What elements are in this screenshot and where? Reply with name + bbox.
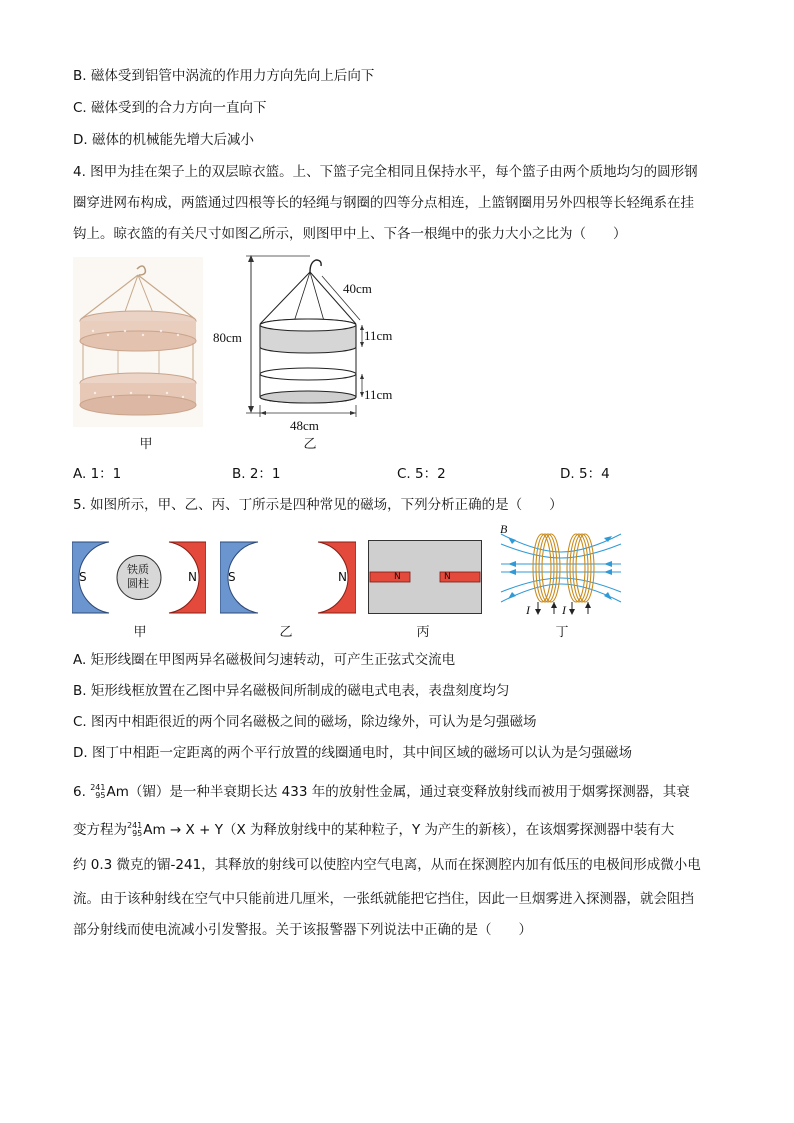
q3-option-c: C. 磁体受到的合力方向一直向下 — [73, 100, 267, 116]
magnet-field-bing — [368, 540, 482, 614]
coil-field-ding — [496, 522, 626, 617]
current-i-label-right: I — [562, 603, 566, 617]
q5-option-b: B. 矩形线框放置在乙图中异名磁极间所制成的磁电式电表，表盘刻度均匀 — [73, 683, 510, 699]
decay-equation: Am → X + Y — [143, 822, 223, 838]
q5-option-c: C. 图丙中相距很近的两个同名磁极之间的磁场，除边缘外，可认为是匀强磁场 — [73, 714, 537, 730]
dim-11cm-lower: 11cm — [364, 387, 393, 402]
q6-line5: 部分射线而使电流减小引发警报。关于该报警器下列说法中正确的是（ ） — [73, 922, 532, 938]
am-mass-number: 241 — [90, 783, 106, 792]
q4-stem-line1: 4. 图甲为挂在架子上的双层晾衣篮。上、下篮子完全相同且保持水平，每个篮子由两个质地均匀的圆形钢 — [73, 164, 698, 180]
drying-basket-photo — [73, 257, 203, 427]
q5-option-d: D. 图丁中相距一定距离的两个平行放置的线圈通电时，其中间区域的磁场可以认为是匀强磁场 — [73, 745, 632, 761]
q6-line2-prefix: 变方程为 — [73, 822, 127, 838]
q5-stem: 5. 如图所示，甲、乙、丙、丁所示是四种常见的磁场，下列分析正确的是（ ） — [73, 497, 563, 513]
q3-option-d: D. 磁体的机械能先增大后减小 — [73, 132, 254, 148]
fig5-jia-label: 甲 — [133, 625, 147, 640]
q4-option-b: B. 2：1 — [232, 466, 281, 482]
fig5-bing-label: 丙 — [416, 625, 430, 640]
iron-cylinder-label-1: 铁质 — [127, 563, 149, 576]
dim-80cm: 80cm — [213, 330, 242, 345]
eq-atomic-number: 95 — [132, 829, 143, 838]
dim-11cm-upper: 11cm — [364, 328, 393, 343]
jia-s-pole: S — [79, 570, 87, 584]
fig5-ding-label: 丁 — [555, 625, 569, 640]
yi-n-pole: N — [338, 570, 347, 584]
q6-line2-text: （X 为释放射线中的某种粒子，Y 为产生的新核），在该烟雾探测器中装有大 — [222, 822, 675, 838]
q4-option-d: D. 5：4 — [560, 466, 610, 482]
eq-mass-number: 241 — [127, 821, 143, 830]
q4-option-a: A. 1：1 — [73, 466, 122, 482]
q4-stem-line3: 钩上。晾衣篮的有关尺寸如图乙所示，则图甲中上、下各一根绳中的张力大小之比为（ ） — [73, 226, 627, 242]
am-symbol: Am — [106, 784, 129, 800]
q6-line1 — [73, 782, 690, 802]
field-b-label: B — [500, 522, 508, 536]
fig-yi-label: 乙 — [303, 437, 317, 452]
q4-option-c: C. 5：2 — [397, 466, 446, 482]
current-i-label-left: I — [526, 603, 530, 617]
am-atomic-number: 95 — [95, 791, 106, 800]
q6-line1-text: （镅）是一种半衰期长达 433 年的放射性金属，通过衰变释放射线而被用于烟雾探测器，其衰 — [128, 784, 690, 800]
eq-nuclide-notation — [127, 822, 142, 838]
magnet-field-yi — [220, 540, 356, 615]
q3-option-b: B. 磁体受到铝管中涡流的作用力方向先向上后向下 — [73, 68, 375, 84]
bing-n-pole-left: N — [394, 572, 401, 582]
am-nuclide-notation — [90, 784, 105, 800]
q5-option-a: A. 矩形线圈在甲图两异名磁极间匀速转动，可产生正弦式交流电 — [73, 652, 456, 668]
iron-cylinder-label — [127, 563, 149, 591]
iron-cylinder-label-2: 圆柱 — [127, 577, 149, 590]
dim-40cm: 40cm — [343, 281, 372, 296]
fig5-yi-label: 乙 — [279, 625, 293, 640]
q4-stem-line2: 圈穿进网布构成，两篮通过四根等长的轻绳与钢圈的四等分点相连，上篮钢圈用另外四根等长轻绳系在挂 — [73, 195, 694, 211]
q6-number: 6. — [73, 784, 86, 800]
q6-line3: 约 0.3 微克的镅-241，其释放的射线可以使腔内空气电离，从而在探测腔内加有低压的电极间形成微小电 — [73, 857, 701, 873]
bing-n-pole-right: N — [444, 572, 451, 582]
yi-s-pole: S — [228, 570, 236, 584]
q6-line4: 流。由于该种射线在空气中只能前进几厘米，一张纸就能把它挡住，因此一旦烟雾进入探测器，就会阻挡 — [73, 891, 694, 907]
dim-48cm: 48cm — [290, 418, 319, 433]
jia-n-pole: N — [188, 570, 197, 584]
fig-jia-label: 甲 — [139, 437, 153, 452]
q6-line2 — [73, 820, 674, 840]
